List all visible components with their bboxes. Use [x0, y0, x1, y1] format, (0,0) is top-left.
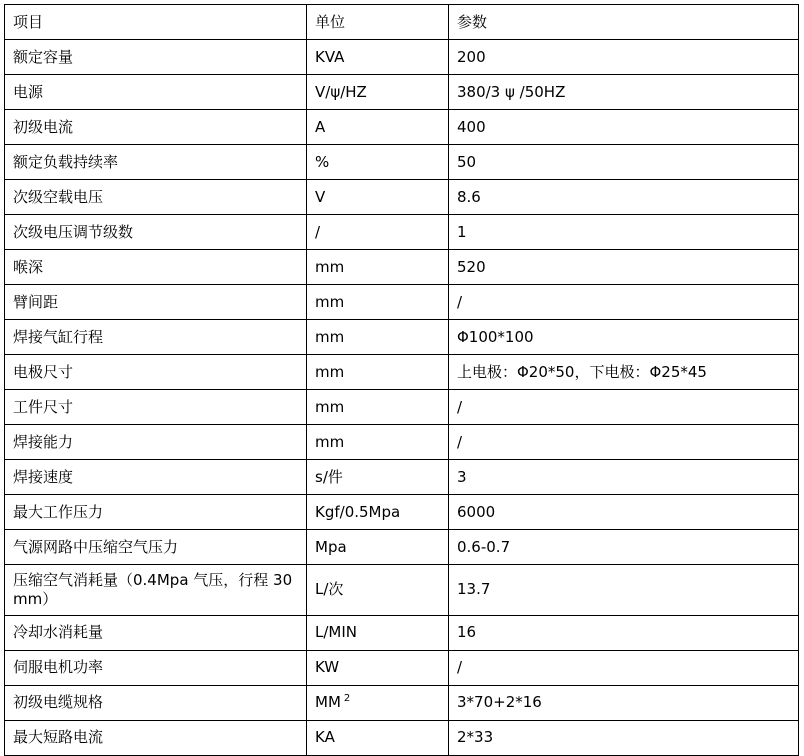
row-unit: mm	[307, 320, 449, 355]
row-item: 电极尺寸	[5, 355, 307, 390]
table-row	[5, 145, 799, 180]
row-unit: L/次	[307, 565, 449, 616]
row-unit: mm	[307, 390, 449, 425]
row-value: 520	[449, 250, 799, 285]
row-item: 次级空载电压	[5, 180, 307, 215]
row-value: /	[449, 425, 799, 460]
table-row	[5, 320, 799, 355]
table-row	[5, 650, 799, 685]
row-value: /	[449, 650, 799, 685]
row-value: 8.6	[449, 180, 799, 215]
row-unit: mm	[307, 425, 449, 460]
row-unit: /	[307, 215, 449, 250]
row-value: 2*33	[449, 720, 799, 755]
row-value: 3*70+2*16	[449, 685, 799, 720]
row-item: 初级电缆规格	[5, 685, 307, 720]
row-value: 400	[449, 110, 799, 145]
row-unit: V/ψ/HZ	[307, 75, 449, 110]
row-value: 上电极：Φ20*50，下电极：Φ25*45	[449, 355, 799, 390]
table-row	[5, 215, 799, 250]
row-value: /	[449, 390, 799, 425]
table-row	[5, 40, 799, 75]
table-row	[5, 355, 799, 390]
row-value: 50	[449, 145, 799, 180]
table-row	[5, 180, 799, 215]
table-row	[5, 565, 799, 616]
row-unit: Kgf/0.5Mpa	[307, 495, 449, 530]
row-unit: mm	[307, 250, 449, 285]
row-item: 最大短路电流	[5, 720, 307, 755]
row-unit: V	[307, 180, 449, 215]
row-item: 臂间距	[5, 285, 307, 320]
row-unit: L/MIN	[307, 615, 449, 650]
table-row	[5, 720, 799, 755]
specification-table	[4, 4, 799, 756]
row-item: 电源	[5, 75, 307, 110]
table-row	[5, 495, 799, 530]
row-unit-superscript: 2	[343, 693, 351, 705]
row-value: 13.7	[449, 565, 799, 616]
row-item: 压缩空气消耗量（0.4Mpa 气压，行程 30mm）	[5, 565, 307, 616]
row-item: 焊接气缸行程	[5, 320, 307, 355]
row-unit: KVA	[307, 40, 449, 75]
row-value: 380/3 ψ /50HZ	[449, 75, 799, 110]
column-header-unit: 单位	[307, 5, 449, 40]
table-row	[5, 75, 799, 110]
row-item: 冷却水消耗量	[5, 615, 307, 650]
row-item: 喉深	[5, 250, 307, 285]
row-unit: mm	[307, 285, 449, 320]
row-item: 额定负载持续率	[5, 145, 307, 180]
row-unit	[307, 685, 449, 720]
row-value: 1	[449, 215, 799, 250]
row-value: 6000	[449, 495, 799, 530]
row-value: /	[449, 285, 799, 320]
column-header-parameter: 参数	[449, 5, 799, 40]
row-unit: s/件	[307, 460, 449, 495]
table-header-row	[5, 5, 799, 40]
row-item: 伺服电机功率	[5, 650, 307, 685]
row-item: 次级电压调节级数	[5, 215, 307, 250]
row-value: 16	[449, 615, 799, 650]
row-value: 0.6-0.7	[449, 530, 799, 565]
row-unit: A	[307, 110, 449, 145]
row-item: 初级电流	[5, 110, 307, 145]
column-header-item: 项目	[5, 5, 307, 40]
row-unit-text: MM	[315, 693, 341, 712]
row-item: 焊接能力	[5, 425, 307, 460]
row-item: 焊接速度	[5, 460, 307, 495]
row-item: 最大工作压力	[5, 495, 307, 530]
row-unit: %	[307, 145, 449, 180]
row-item: 工件尺寸	[5, 390, 307, 425]
table-row	[5, 425, 799, 460]
row-item: 额定容量	[5, 40, 307, 75]
table-row	[5, 530, 799, 565]
row-unit: KA	[307, 720, 449, 755]
row-unit: mm	[307, 355, 449, 390]
row-value: 3	[449, 460, 799, 495]
table-row	[5, 685, 799, 720]
row-unit: Mpa	[307, 530, 449, 565]
row-value: Φ100*100	[449, 320, 799, 355]
row-item: 气源网路中压缩空气压力	[5, 530, 307, 565]
table-row	[5, 460, 799, 495]
table-row	[5, 390, 799, 425]
table-row	[5, 285, 799, 320]
table-row	[5, 110, 799, 145]
table-row	[5, 615, 799, 650]
row-value: 200	[449, 40, 799, 75]
row-unit: KW	[307, 650, 449, 685]
table-row	[5, 250, 799, 285]
